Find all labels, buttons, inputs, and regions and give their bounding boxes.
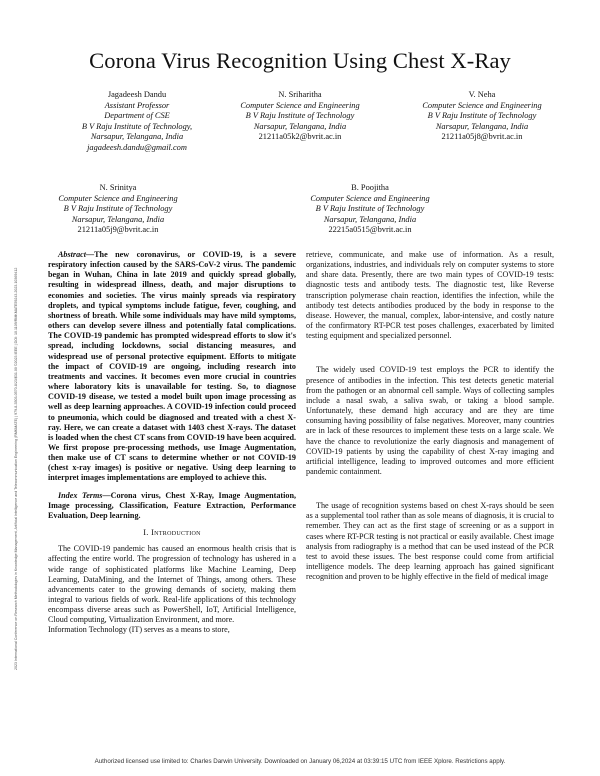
left-column [48, 250, 296, 636]
author-line: B V Raju Institute of Technology, [81, 121, 193, 131]
author-line: Computer Science and Engineering [240, 100, 360, 110]
author-line: Department of CSE [104, 111, 170, 121]
author-line: Computer Science and Engineering [58, 193, 178, 203]
author-name: B. Poojitha [351, 183, 389, 192]
paragraph: retrieve, communicate, and make use of information. As a result, organizations, industries, and individuals rely on computer systems to store and share data. Presently, there are two main types of COVID-19 tests: diagnostic tests and antibody tests. The diagnostic test, like Reverse transcription polymerase chain reaction, identifies the infection, while the antibody test detects antibodies produced by the body in response to the disease. However, the manual, complex, labor-intensive, and costly nature of the confirmatory RT-PCR test poses challenges, exacerbated by limited testing equipment and specialized personnel. [306, 250, 554, 341]
author-name: V. Neha [468, 90, 496, 99]
author-line: Computer Science and Engineering [422, 100, 542, 110]
author-line: Narsapur, Telangana, India [435, 121, 529, 131]
section-number: I. [143, 528, 152, 538]
author-email: 21211a05k2@bvrit.ac.in [258, 132, 342, 142]
side-margin-strip [6, 130, 18, 670]
author-block-4 [48, 183, 188, 236]
abstract-label: Abstract— [58, 250, 95, 259]
abstract-text: The new coronavirus, or COVID-19, is a severe respiratory infection caused by the SARS-CoV-2 virus. The pandemic began in Wuhan, China in late 2019 and quickly spread globally, resulting in widespread illness, death, and major disruptions to economies and societies. The virus mainly spreads via respiratory droplets, and typical symptoms include fatigue, fever, coughing, and shortness of breath. While some individuals may have mild symptoms, others can develop severe illness and potentially fatal complications. The COVID-19 pandemic has prompted widespread efforts to slow it's spread, including lockdowns, social distancing measures, and widespread use of personal protective equipment. Efforts to mitigate the impact of COVID-19 are ongoing, including research into treatments and vaccines. It becomes even more crucial in countries where laboratory kits is unavailable for testing. So, to diagnose COVID-19 disease, we tested a model built upon image processing as well as deep learning approaches. A COVID-19 infection could proceed to pneumonia, which could be diagnosed and treated with a chest X-ray. Here, we can create a dataset with 1403 chest X-rays. The dataset is loaded when the chest CT scans from COVID-19 have been acquired. We first propose pre-processing methods, use Image Augmentation, then make use of CT scans to determine whether or not COVID-19 (chest x-ray images) is positive or negative. Using deep learning to interpret images implementations are employed to achieve this. [48, 250, 296, 483]
index-terms [48, 491, 296, 521]
section-title: Introduction [151, 528, 201, 538]
author-line: B V Raju Institute of Technology [315, 204, 425, 214]
paragraph: The usage of recognition systems based on chest X-rays should be seen as a supplemental tool rather than as sole means of diagnosis, it is crucial to remember. They can act as the first stage of screening or as a support in cases where RT-PCR testing is not practical or easily available. Chest image analysis from radiography is a method that can be used instead of the PCR test to avoid these issues. The best response could come from artificial intelligence models. The deep learning approach has gained significant recognition and proven to be highly effective in the field of medical image [306, 501, 554, 582]
index-terms-text: Corona virus, Chest X-Ray, Image Augmentation, Image processing, Classification, Feature Extraction, Performance Evaluation, Deep learning. [48, 490, 296, 520]
paragraph: The widely used COVID-19 test employs the PCR to identify the presence of antibodies in the infection. This test detects genetic material from the pathogen or an abnormal cell sample. Ways of collecting samples include a nasal swab, a saliva swab, or taking a blood sample. Unfortunately, these demand high accuracy and are they are time consuming having possibility of false negatives. Moreover, many countries are in lack of these resources to implement these tests on a large scale. We have the chance to revolutionize the early diagnosis and management of COVID-19 patients by using the capability of chest X-ray imaging and artificial intelligence, leading to improved outcomes and more efficient pandemic containment. [306, 365, 554, 476]
author-line: B V Raju Institute of Technology [63, 204, 173, 214]
right-column [306, 250, 554, 582]
author-name: Jagadeesh Dandu [107, 90, 167, 99]
author-email: 21211a05j9@bvrit.ac.in [77, 225, 159, 235]
author-line: B V Raju Institute of Technology [245, 111, 355, 121]
author-block-5 [300, 183, 440, 236]
author-email: 21211a05j8@bvrit.ac.in [441, 132, 523, 142]
author-line: B V Raju Institute of Technology [427, 111, 537, 121]
author-block-2 [235, 90, 365, 143]
author-line: Narsapur, Telangana, India [71, 214, 165, 224]
paragraph: Information Technology (IT) serves as a means to store, [48, 625, 230, 635]
author-email: 22215a0515@bvrit.ac.in [328, 225, 412, 235]
index-terms-label: Index Terms— [58, 490, 111, 500]
download-footer: Authorized licensed use limited to: Charles Darwin University. Downloaded on January 06,2024 at 03:39:15 UTC from IEEE Xplore. Restrictions apply. [94, 758, 506, 765]
paragraph: The COVID-19 pandemic has caused an enormous health crisis that is affecting the entire world. The progression of technology has ushered in a wide range of sophisticated platforms like Machine Learning, Deep Learning, DataMining, and the Internet of Things, among others. These advancements cater to the growing demands of society, making them integral to various fields of work. Real-life applications of this technology encompass diverse areas such as PowerShell, IoT, Artificial Intelligence, Cloud computing, Virtualization Environment, and more. [48, 544, 296, 625]
author-line: Assistant Professor [104, 100, 170, 110]
abstract [48, 250, 296, 484]
author-line: Narsapur, Telangana, India [323, 214, 417, 224]
author-line: Narsapur, Telangana, India [90, 132, 184, 142]
side-note: 2023 International Conference on Research Methodologies in Knowledge Management, Artificial Intelligence and Telecommunication Engineering (RMKMATE) | 979-8-3503-0570-8/23/$31.00 ©2023 IEEE | DOI: 10.1109/RMKMATE59243.2023.10369412 [14, 267, 18, 670]
section-heading-introduction [48, 528, 296, 538]
author-name: N. Sriharitha [278, 90, 322, 99]
author-block-3 [412, 90, 552, 143]
author-line: Computer Science and Engineering [310, 193, 430, 203]
author-email: jagadeesh.dandu@gmail.com [87, 142, 187, 152]
author-line: Narsapur, Telangana, India [253, 121, 347, 131]
author-block-1 [72, 90, 202, 154]
author-name: N. Srinitya [99, 183, 137, 192]
paper-title: Corona Virus Recognition Using Chest X-Ray [89, 48, 511, 73]
